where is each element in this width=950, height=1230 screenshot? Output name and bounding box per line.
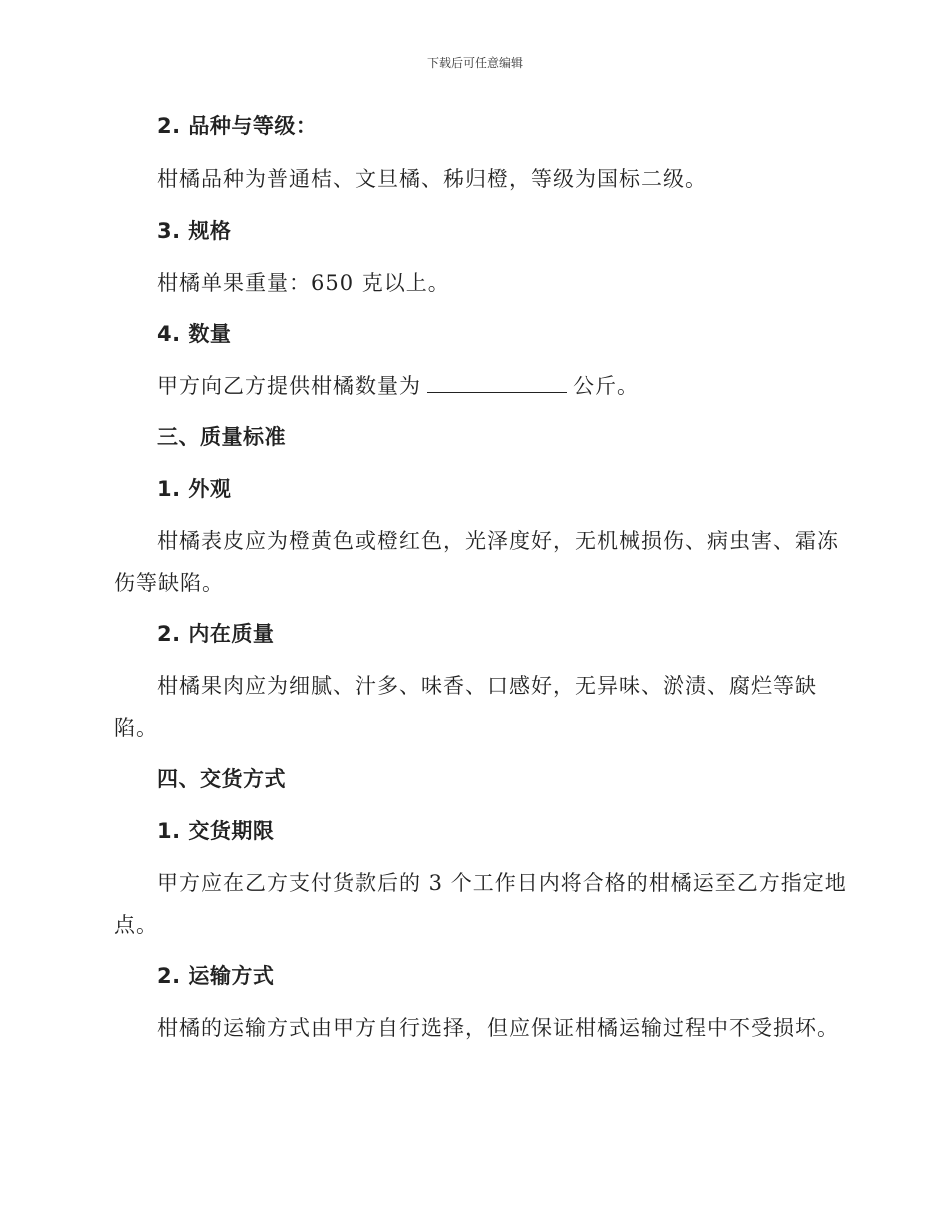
paragraph-transport: 柑橘的运输方式由甲方自行选择，但应保证柑橘运输过程中不受损坏。 <box>157 1016 839 1040</box>
header-note: 下载后可任意编辑 <box>426 56 523 70</box>
section-heading-transport: 2. 运输方式 <box>157 964 275 988</box>
paragraph-delivery-deadline-line1: 甲方应在乙方支付货款后的 3 个工作日内将合格的柑橘运至乙方指定地 <box>157 871 847 895</box>
paragraph-specification: 柑橘单果重量：650 克以上。 <box>157 271 450 295</box>
paragraph-delivery-deadline-line2: 点。 <box>114 913 158 937</box>
quantity-text-after: 公斤。 <box>573 374 639 398</box>
paragraph-appearance-line1: 柑橘表皮应为橙黄色或橙红色，光泽度好，无机械损伤、病虫害、霜冻 <box>157 529 839 553</box>
section-heading-specification: 3. 规格 <box>157 219 232 243</box>
section-heading-quality-standard: 三、质量标准 <box>157 425 286 449</box>
quantity-text-before: 甲方向乙方提供柑橘数量为 <box>157 374 421 398</box>
quantity-blank-field <box>427 372 567 393</box>
paragraph-variety-grade: 柑橘品种为普通桔、文旦橘、秭归橙，等级为国标二级。 <box>157 167 707 191</box>
section-heading-quantity: 4. 数量 <box>157 322 232 346</box>
paragraph-quantity <box>114 365 877 407</box>
section-heading-variety-grade: 2. 品种与等级： <box>157 114 318 138</box>
section-heading-delivery: 四、交货方式 <box>157 767 286 791</box>
section-heading-delivery-deadline: 1. 交货期限 <box>157 819 275 843</box>
section-heading-appearance: 1. 外观 <box>157 477 232 501</box>
paragraph-internal-quality-line1: 柑橘果肉应为细腻、汁多、味香、口感好，无异味、淤渍、腐烂等缺 <box>157 674 817 698</box>
section-heading-internal-quality: 2. 内在质量 <box>157 622 275 646</box>
paragraph-internal-quality-line2: 陷。 <box>114 716 158 740</box>
paragraph-appearance-line2: 伤等缺陷。 <box>114 571 224 595</box>
